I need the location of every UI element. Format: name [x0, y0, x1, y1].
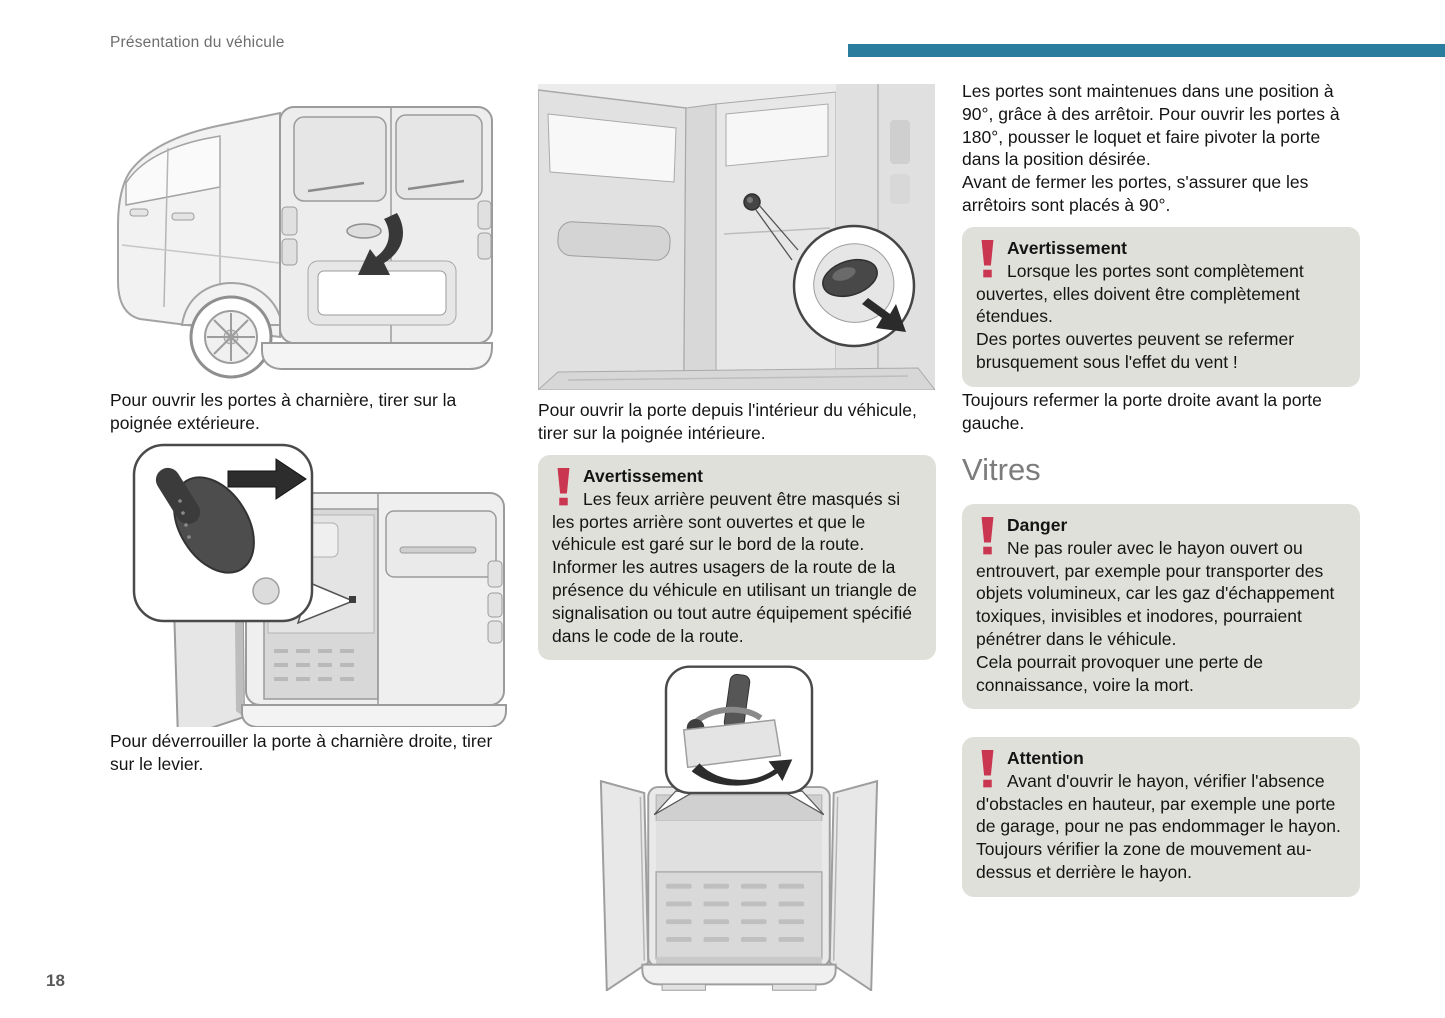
warning-box-rear-lights — [538, 455, 936, 660]
danger-text-2: Cela pourrait provoquer une perte de connaissance, voire la mort. — [976, 651, 1263, 695]
warning-title: Avertissement — [583, 466, 703, 486]
warning-title: Avertissement — [1007, 238, 1127, 258]
header-accent-bar — [848, 44, 1445, 57]
doors-position-paragraphs — [962, 80, 1362, 217]
close-order-note-wrap — [962, 389, 1362, 435]
van-rear-exterior-illustration — [112, 85, 502, 381]
van-rear-doors-open-illustration — [593, 664, 885, 991]
warning-exclamation-icon — [555, 468, 572, 509]
warning-box-doors-open — [962, 227, 1360, 387]
attention-text: Avant d'ouvrir le hayon, vérifier l'absence d'obstacles en hauteur, par exemple une porte de garage, pour ne pas endommager le hayon. Toujours vérifier la zone de mouvement au-dessus et derrière le hayon. — [976, 770, 1341, 882]
van-interior-handle-drawing — [538, 84, 935, 390]
attention-box-tailgate — [962, 737, 1360, 897]
danger-box-tailgate — [962, 504, 1360, 709]
caption-inside-handle: Pour ouvrir la porte depuis l'intérieur du véhicule, tirer sur la poignée intérieure. — [538, 400, 917, 443]
van-open-side-door-drawing — [128, 443, 512, 727]
van-open-side-door-illustration — [128, 443, 512, 727]
danger-exclamation-icon — [979, 517, 996, 558]
van-interior-handle-illustration — [538, 84, 935, 390]
close-order-note: Toujours refermer la porte droite avant la porte gauche. — [962, 390, 1322, 433]
van-rear-doors-open-drawing — [593, 664, 885, 991]
van-rear-exterior-drawing — [112, 85, 502, 381]
attention-title: Attention — [1007, 748, 1084, 768]
caption-open-hinged-doors: Pour ouvrir les portes à charnière, tirer sur la poignée extérieure. — [110, 390, 457, 433]
section-heading-vitres: Vitres — [962, 452, 1041, 487]
page-section-title: Présentation du véhicule — [110, 34, 285, 51]
doors-position-text-2: Avant de fermer les portes, s'assurer que les arrêtoirs sont placés à 90°. — [962, 172, 1309, 215]
warning-text-1: Lorsque les portes sont complètement ouvertes, elles doivent être complètement étendues. — [976, 260, 1304, 327]
warning-text-2: Des portes ouvertes peuvent se refermer brusquement sous l'effet du vent ! — [976, 329, 1295, 372]
page-number: 18 — [46, 971, 65, 990]
caption-unlock-right-door: Pour déverrouiller la porte à charnière droite, tirer sur le levier. — [110, 731, 493, 774]
warning-text: Les feux arrière peuvent être masqués si les portes arrière sont ouvertes et que le véhicule est garé sur le bord de la route. Informer les autres usagers de la route de la présence du véhicule en utilisant un triangle de signalisation ou tout autre équipement spécifié dans le code de la route. — [552, 488, 917, 646]
attention-exclamation-icon — [979, 750, 996, 791]
doors-position-text-1: Les portes sont maintenues dans une position à 90°, grâce à des arrêtoir. Pour ouvrir les portes à 180°, pousser le loquet et faire pivoter la porte dans la position désirée. — [962, 81, 1340, 170]
danger-text-1: Ne pas rouler avec le hayon ouvert ou entrouvert, par exemple pour transporter des objets volumineux, car les gaz d'échappement toxiques, invisibles et inodores, pourraient pénétrer dans le véhicule. — [976, 537, 1335, 649]
danger-title: Danger — [1007, 515, 1068, 535]
warning-exclamation-icon — [979, 240, 996, 281]
